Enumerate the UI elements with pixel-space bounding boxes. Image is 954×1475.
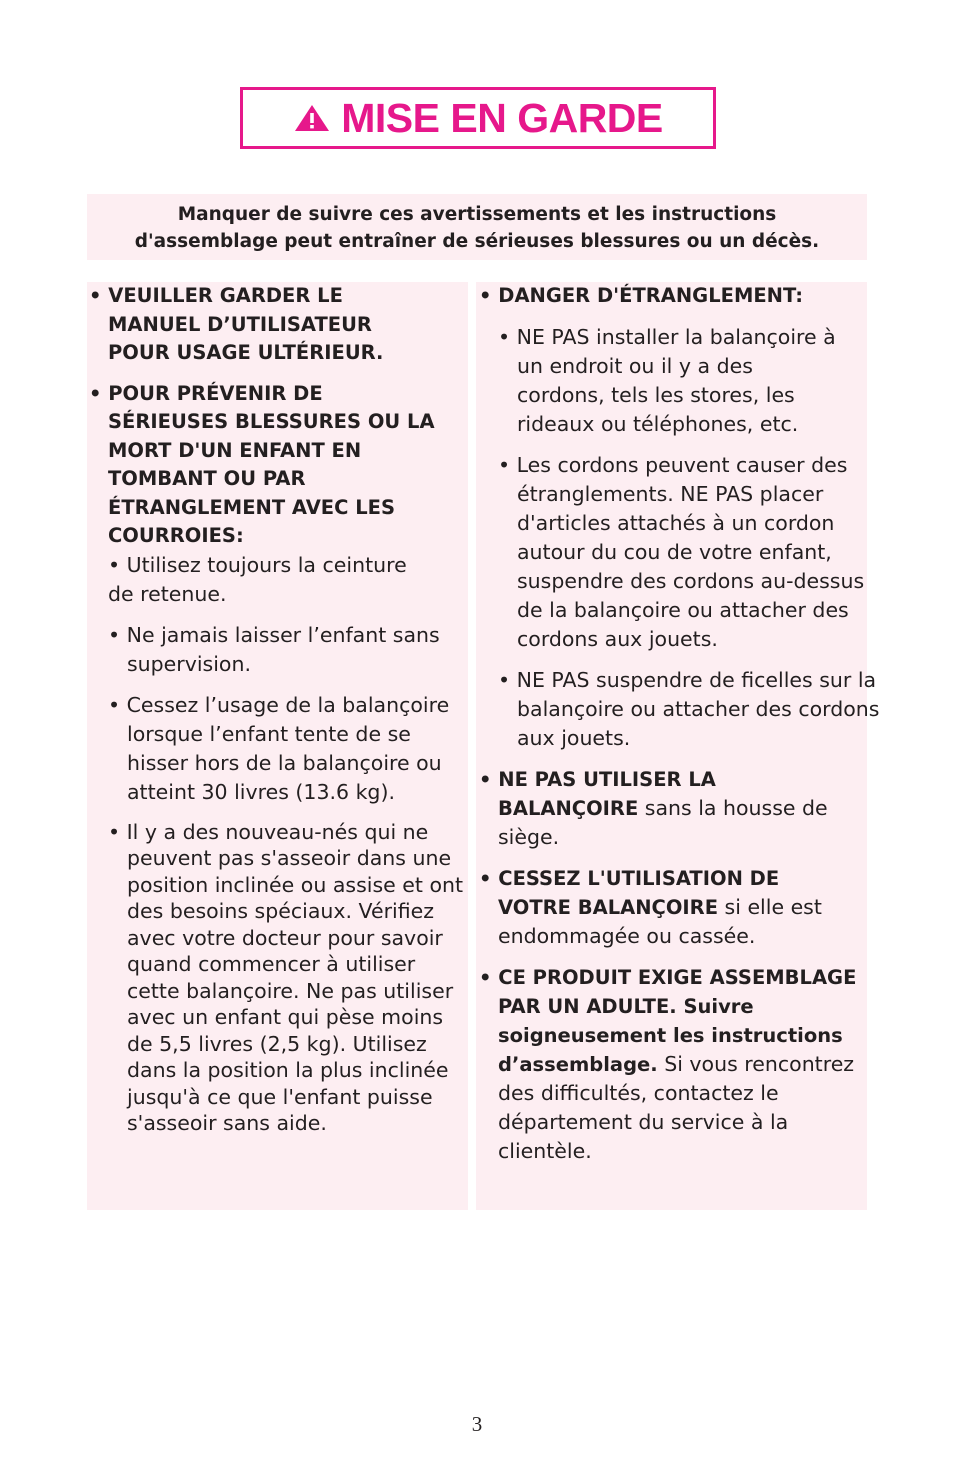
right-item-seat-cover-bold: • NE PAS UTILISER LA BALANÇOIRE bbox=[479, 767, 716, 820]
warning-title-box bbox=[240, 87, 716, 149]
left-sublist bbox=[108, 551, 468, 1137]
left-item-prevent-injury: • POUR PRÉVENIR DE SÉRIEUSES BLESSURES OU LA MORT D'UN ENFANT EN TOMBANT OU PAR ÉTRANGLEMENT AVEC LES COURROIES: bbox=[89, 381, 435, 547]
right-item-assembly-bold: • CE PRODUIT EXIGE ASSEMBLAGE PAR UN ADULTE. Suivre soigneusement les instructions d’assemblage. bbox=[479, 965, 857, 1076]
intro-line-2: d'assemblage peut entraîner de sérieuses blessures ou un décès. bbox=[134, 231, 820, 252]
warning-triangle-icon bbox=[293, 103, 331, 133]
right-sub-cords: • Les cordons peuvent causer des étranglements. NE PAS placer d'articles attachés à un cordon autour du cou de votre enfant, suspendre des cordons au-dessus de la balançoire ou attacher des cordons aux jouets. bbox=[498, 452, 865, 651]
page-number: 3 bbox=[471, 1412, 483, 1436]
right-item-assembly-text: Si vous rencontrez des difficultés, contactez le département du service à la clientèle. bbox=[498, 1051, 855, 1163]
right-item-strangulation: • DANGER D'ÉTRANGLEMENT: bbox=[479, 284, 804, 307]
intro-line-1: Manquer de suivre ces avertissements et les instructions bbox=[177, 204, 777, 225]
left-sub-stop-use: • Cessez l’usage de la balançoire lorsque l’enfant tente de se hisser hors de la balançoire ou atteint 30 livres (13.6 kg). bbox=[108, 692, 450, 804]
left-sub-restraint: • Utilisez toujours la ceinture de retenue. bbox=[108, 552, 407, 606]
left-sub-supervision: • Ne jamais laisser l’enfant sans supervision. bbox=[108, 622, 440, 676]
right-item-assembly bbox=[479, 963, 868, 1166]
right-sub-strings: • NE PAS suspendre de ficelles sur la balançoire ou attacher des cordons aux jouets. bbox=[498, 667, 880, 750]
right-item-damaged-bold: • CESSEZ L'UTILISATION DE VOTRE BALANÇOIRE bbox=[479, 866, 780, 919]
intro-warning bbox=[87, 194, 867, 260]
right-sublist bbox=[498, 323, 880, 753]
right-item-seat-cover-text: sans la housse de siège. bbox=[498, 795, 828, 849]
right-item-damaged bbox=[479, 864, 833, 951]
left-sub-newborns: • Il y a des nouveau-nés qui ne peuvent pas s'asseoir dans une position inclinée ou assise et ont des besoins spéciaux. Vérifiez avec votre docteur pour savoir quand commencer à utiliser cette balançoire. Ne pas utiliser avec un enfant qui pèse moins de 5,5 livres (2,5 kg). Utilisez dans la position la plus inclinée jusqu'à ce que l'enfant puisse s'asseoir sans aide. bbox=[108, 819, 464, 1135]
left-column bbox=[87, 282, 468, 1210]
right-sub-install: • NE PAS installer la balançoire à un endroit ou il y a des cordons, tels les stores, les rideaux ou téléphones, etc. bbox=[498, 324, 836, 436]
page-title: MISE EN GARDE bbox=[341, 94, 663, 141]
right-column bbox=[476, 282, 880, 1210]
right-item-seat-cover bbox=[479, 765, 828, 852]
left-item-keep-manual: • VEUILLER GARDER LE MANUEL D’UTILISATEUR POUR USAGE ULTÉRIEUR. bbox=[89, 284, 384, 364]
right-item-damaged-text: si elle est endommagée ou cassée. bbox=[498, 894, 822, 948]
